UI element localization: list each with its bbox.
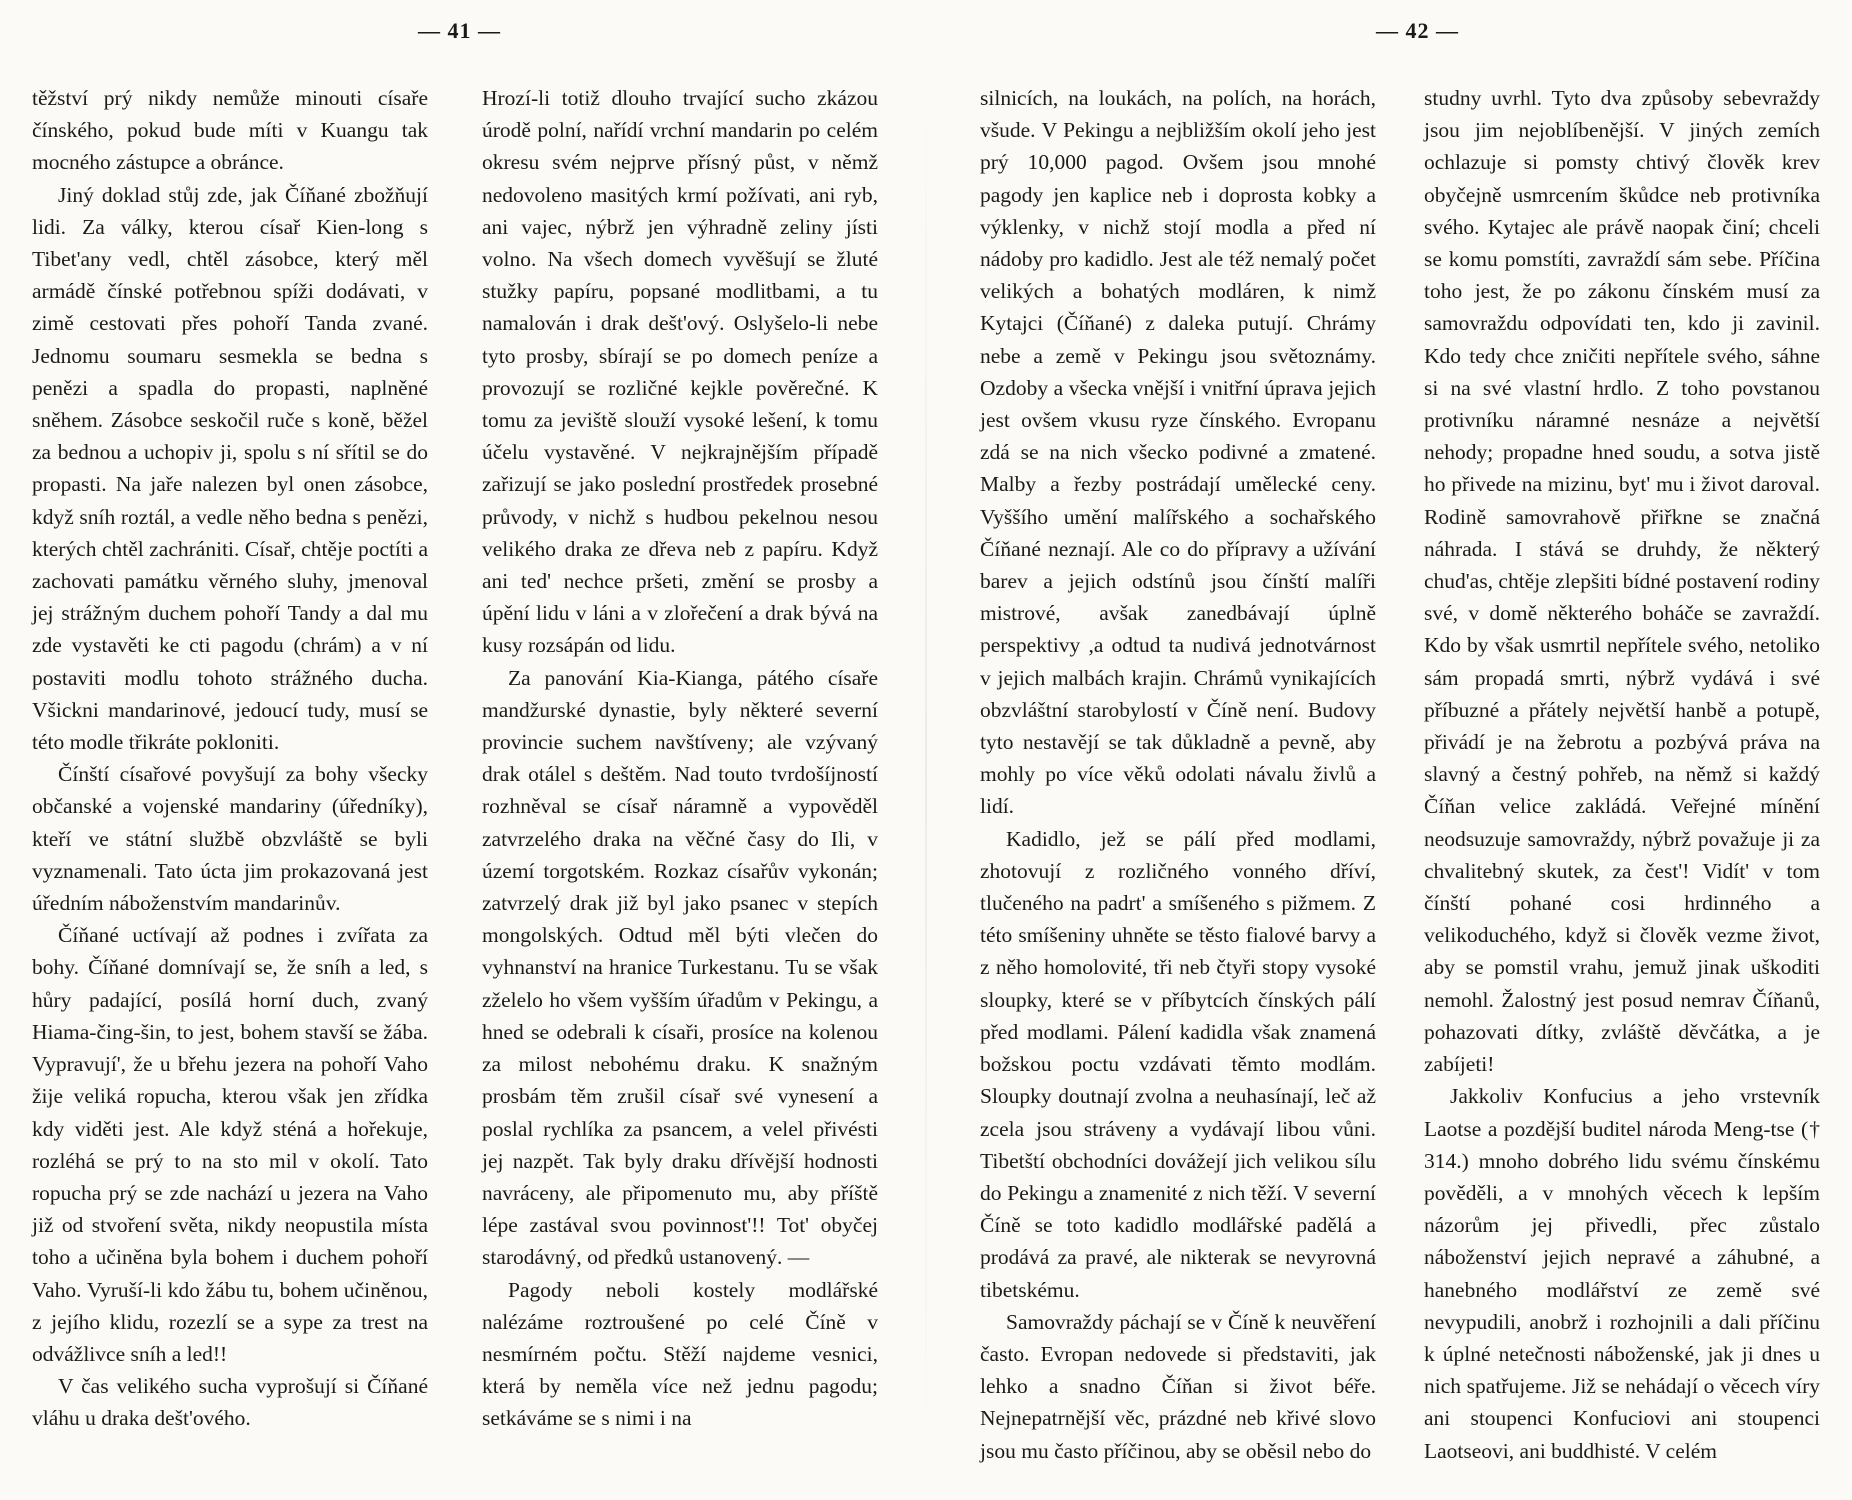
paragraph: těžství prý nikdy nemůže minouti císaře čínského, pokud bude míti v Kuangu tak mocného zástupce a obránce. [32,86,428,175]
paragraph: Jakkoliv Konfucius a jeho vrstevník Laotse a pozdější buditel národa Meng-tse († 314.) mnoho dobrého lidu svému čínskému pověděli, a v mnohých věcech k lepším názorům jej přivedli, přec zůstalo náboženství jejich nepravé a záhubné, a hanebného modlářství ze země své nevypudili, anobrž i rozhojnili a dali příčinu k úplné netečnosti náboženské, jak ji dnes u nich spatřujeme. Již se nehádají o věcech víry ani stoupenci Konfuciovi ani stoupenci Laotseovi, ani buddhisté. V celém [1424,1084,1820,1463]
column-3 [980,82,1376,1467]
paragraph: Pagody neboli kostely modlářské nalézáme roztroušené po celé Číně v nesmírném počtu. Stěží najdeme vesnici, která by neměla více než jednu pagodu; setkáváme se s nimi i na [482,1277,878,1431]
paragraph: silnicích, na loukách, na polích, na horách, všude. V Pekingu a nejbližším okolí jeho jest prý 10,000 pagod. Ovšem jsou mnohé pagody jen kaplice neb i doprosta kobky a výklenky, v nichž stojí modla a před ní nádoby pro kadidlo. Jest ale též nemalý počet velikých a bohatých modláren, k nimž Kytajci (Číňané) z daleka putují. Chrámy nebe a země v Pekingu jsou světoznámy. Ozdoby a všecka vnější i vnitřní úprava jejich jest ovšem vkusu ryze čínského. Evropanu zdá se na nich všecko podivné a zmatené. Malby a řezby postrádají umělecké ceny. Vyššího umění malířského a sochařského Číňané neznají. Ale co do přípravy a užívání barev a jejich odstínů jsou čínští malíři mistrové, avšak zanedbávají úplně perspektivy ,a odtud ta nudivá jednotvárnost v jejich malbách krajin. Chrámů vynikajících obzvláštní starobylostí v Číně není. Budovy tyto nestavějí se tak důkladně a pevně, aby mohly po více věků odolati návalu živlů a lidí. [980,86,1376,819]
paragraph: Jiný doklad stůj zde, jak Číňané zbožňují lidi. Za války, kterou císař Kien-long s Tibet'any vedl, chtěl zásobce, který měl armádě čínské potřebnou spíži dodávati, v zimě cestovati přes pohoří Tanda zvané. Jednomu soumaru sesmekla se bedna s penězi a spadla do propasti, naplněné sněhem. Zásobce seskočil ruče s koně, běžel za bednou a uchopiv ji, spolu s ní sřítil se do propasti. Na jaře nalezen byl onen zásobce, když sníh roztál, a vedle něho bedna s penězi, kterých chtěl zachrániti. Císař, chtěje poctíti a zachovati památku věrného sluhy, jmenoval jej strážným duchem pohoří Tandy a dal mu zde vystavěti ke cti pagodu (chrám) a v ní postaviti modlu tohoto strážného ducha. Všickni mandarinové, jedoucí tudy, musí se této modle třikráte pokloniti. [32,182,428,755]
paragraph: Za panování Kia-Kianga, pátého císaře mandžurské dynastie, byly některé severní provincie suchem navštíveny; ale vzývaný drak otálel s deštěm. Nad touto tvrdošíjností rozhněval se císař náramně a vypověděl zatvrzelého draka na věčné časy do Ili, v území torgotském. Rozkaz císařův vykonán; zatvrzelý drak již byl jako psanec v stepích mongolských. Odtud měl býti vlečen do vyhnanství na hranice Turkestanu. Tu se však zželelo ho všem vyšším úřadům v Pekingu, a hned se odebrali k císaři, prosíce na kolenou za milost nebohému draku. K snažným prosbám těm zrušil císař své vynesení a poslal rychlíka za psancem, a velel přivésti jej nazpět. Tak byly draku dřívější hodnosti navráceny, ale připomenuto mu, aby příště lépe zastával svou povinnost'!! Tot' obyčej starodávný, od předků ustanovený. — [482,665,878,1270]
column-1 [32,82,428,1435]
page-number-left: — 41 — [418,18,501,43]
paragraph: Číňané uctívají až podnes i zvířata za bohy. Číňané domnívají se, že sníh a led, s hůry padající, posílá horní duch, zvaný Hiama-čing-šin, to jest, bohem stavší se žába. Vypravují', že u břehu jezera na pohoří Vaho žije veliká ropucha, kterou však jen zřídka kdy viděti jest. Ale když sténá a hořekuje, rozléhá se prý to na sto mil v okolí. Tato ropucha prý se zde nachází u jezera na Vaho již od stvoření světa, nikdy neopustila místa toho a učiněna byla bohem i duchem pohoří Vaho. Vyruší-li kdo žábu tu, bohem učiněnou, z jejího klidu, rozezlí se a sype za trest na odvážlivce sníh a led!! [32,923,428,1366]
paragraph: V čas velikého sucha vyprošují si Číňané vláhu u draka dešt'ového. [32,1374,428,1431]
column-4 [1424,82,1820,1467]
book-gutter [925,60,927,1480]
paragraph: Kadidlo, jež se pálí před modlami, zhotovují z rozličného vonného dříví, tlučeného na padrt' a smíšeného s pižmem. Z této smíšeniny uhněte se těsto fialové barvy a z něho homolovité, tři neb čtyři stopy vysoké sloupky, které se v příbytcích čínských pálí před modlami. Pálení kadidla však znamená božskou poctu vzdávati těmto modlám. Sloupky doutnají zvolna a neuhasínají, leč až zcela jsou stráveny a vydávají libou vůni. Tibetští obchodníci dovážejí jich velikou sílu do Pekingu a znamenité z nich těží. V severní Číně se toto kadidlo modlářské padělá a prodává za pravé, ale nikterak se nevyrovná tibetskému. [980,826,1376,1302]
page-number-right: — 42 — [1376,18,1459,43]
column-2 [482,82,878,1435]
paragraph: Čínští císařové povyšují za bohy všecky občanské a vojenské mandariny (úředníky), kteří ve státní službě obzvláště se byli vyznamenali. Tato úcta jim prokazovaná jest úředním náboženstvím mandarinův. [32,762,428,916]
paragraph: Samovraždy páchají se v Číně k neuvěření často. Evropan nedovede si představiti, jak lehko a snadno Číňan si život béře. Nejnepatrnější věc, prázdné neb křivé slovo jsou mu často příčinou, aby se oběsil nebo do [980,1309,1376,1463]
paragraph: Hrozí-li totiž dlouho trvající sucho zkázou úrodě polní, nařídí vrchní mandarin po celém okresu svém nejprve přísný půst, v němž nedovoleno masitých krmí požívati, ani ryb, ani vajec, nýbrž jen výhradně zeliny jísti volno. Na všech domech vyvěšují se žluté stužky papíru, popsané modlitbami, a tu namalován i drak dešt'ový. Oslyšelo-li nebe tyto prosby, sbírají se po domech peníze a provozují se rozličné kejkle pověrečné. K tomu za jeviště slouží vysoké lešení, k tomu účelu vystavěné. V nejkrajnějším případě zařizují se jako poslední prostředek prosebné průvody, v nichž s hudbou pekelnou nesou velikého draka ze dřeva neb z papíru. Když ani ted' nechce pršeti, změní se prosby a úpění lidu v láni a v zlořečení a drak bývá na kusy rozsápán od lidu. [482,86,878,658]
paragraph: studny uvrhl. Tyto dva způsoby sebevraždy jsou jim nejoblíbenější. V jiných zemích ochlazuje si pomsty chtivý člověk krev obyčejně usmrcením škůdce neb protivníka svého. Kytajec ale právě naopak činí; chceli se komu pomstíti, zavraždí sám sebe. Příčina toho jest, že po zákonu čínském musí za samovraždu odpovídati ten, kdo ji zavinil. Kdo tedy chce zničiti nepřítele svého, sáhne si na své vlastní hrdlo. Z toho povstanou protivníku náramné nesnáze a největší nehody; propadne hned soudu, a sotva jistě ho přivede na mizinu, byt' mu i život daroval. Rodině samovrahově přiřkne se značná náhrada. I stává se druhdy, že některý chud'as, chtěje zlepšiti bídné postavení rodiny své, v domě některého boháče se zavraždí. Kdo by však usmrtil nepřítele svého, netoliko sám propadá smrti, nýbrž vydává i své příbuzné a přátely největší hanbě a potupě, přivádí je na žebrotu a pozbývá práva na slavný a čestný pohřeb, na němž si každý Číňan velice zakládá. Veřejné mínění neodsuzuje samovraždy, nýbrž považuje ji za chvalitebný skutek, za čest'! Vidít' v tom čínští pohané cosi hrdinného a velikoduchého, když si člověk vezme život, aby se pomstil vrahu, jemuž jinak uškoditi nemohl. Žalostný jest posud nemrav Číňanů, pohazovati dítky, zvláště děvčátka, a je zabíjeti! [1424,86,1820,1077]
